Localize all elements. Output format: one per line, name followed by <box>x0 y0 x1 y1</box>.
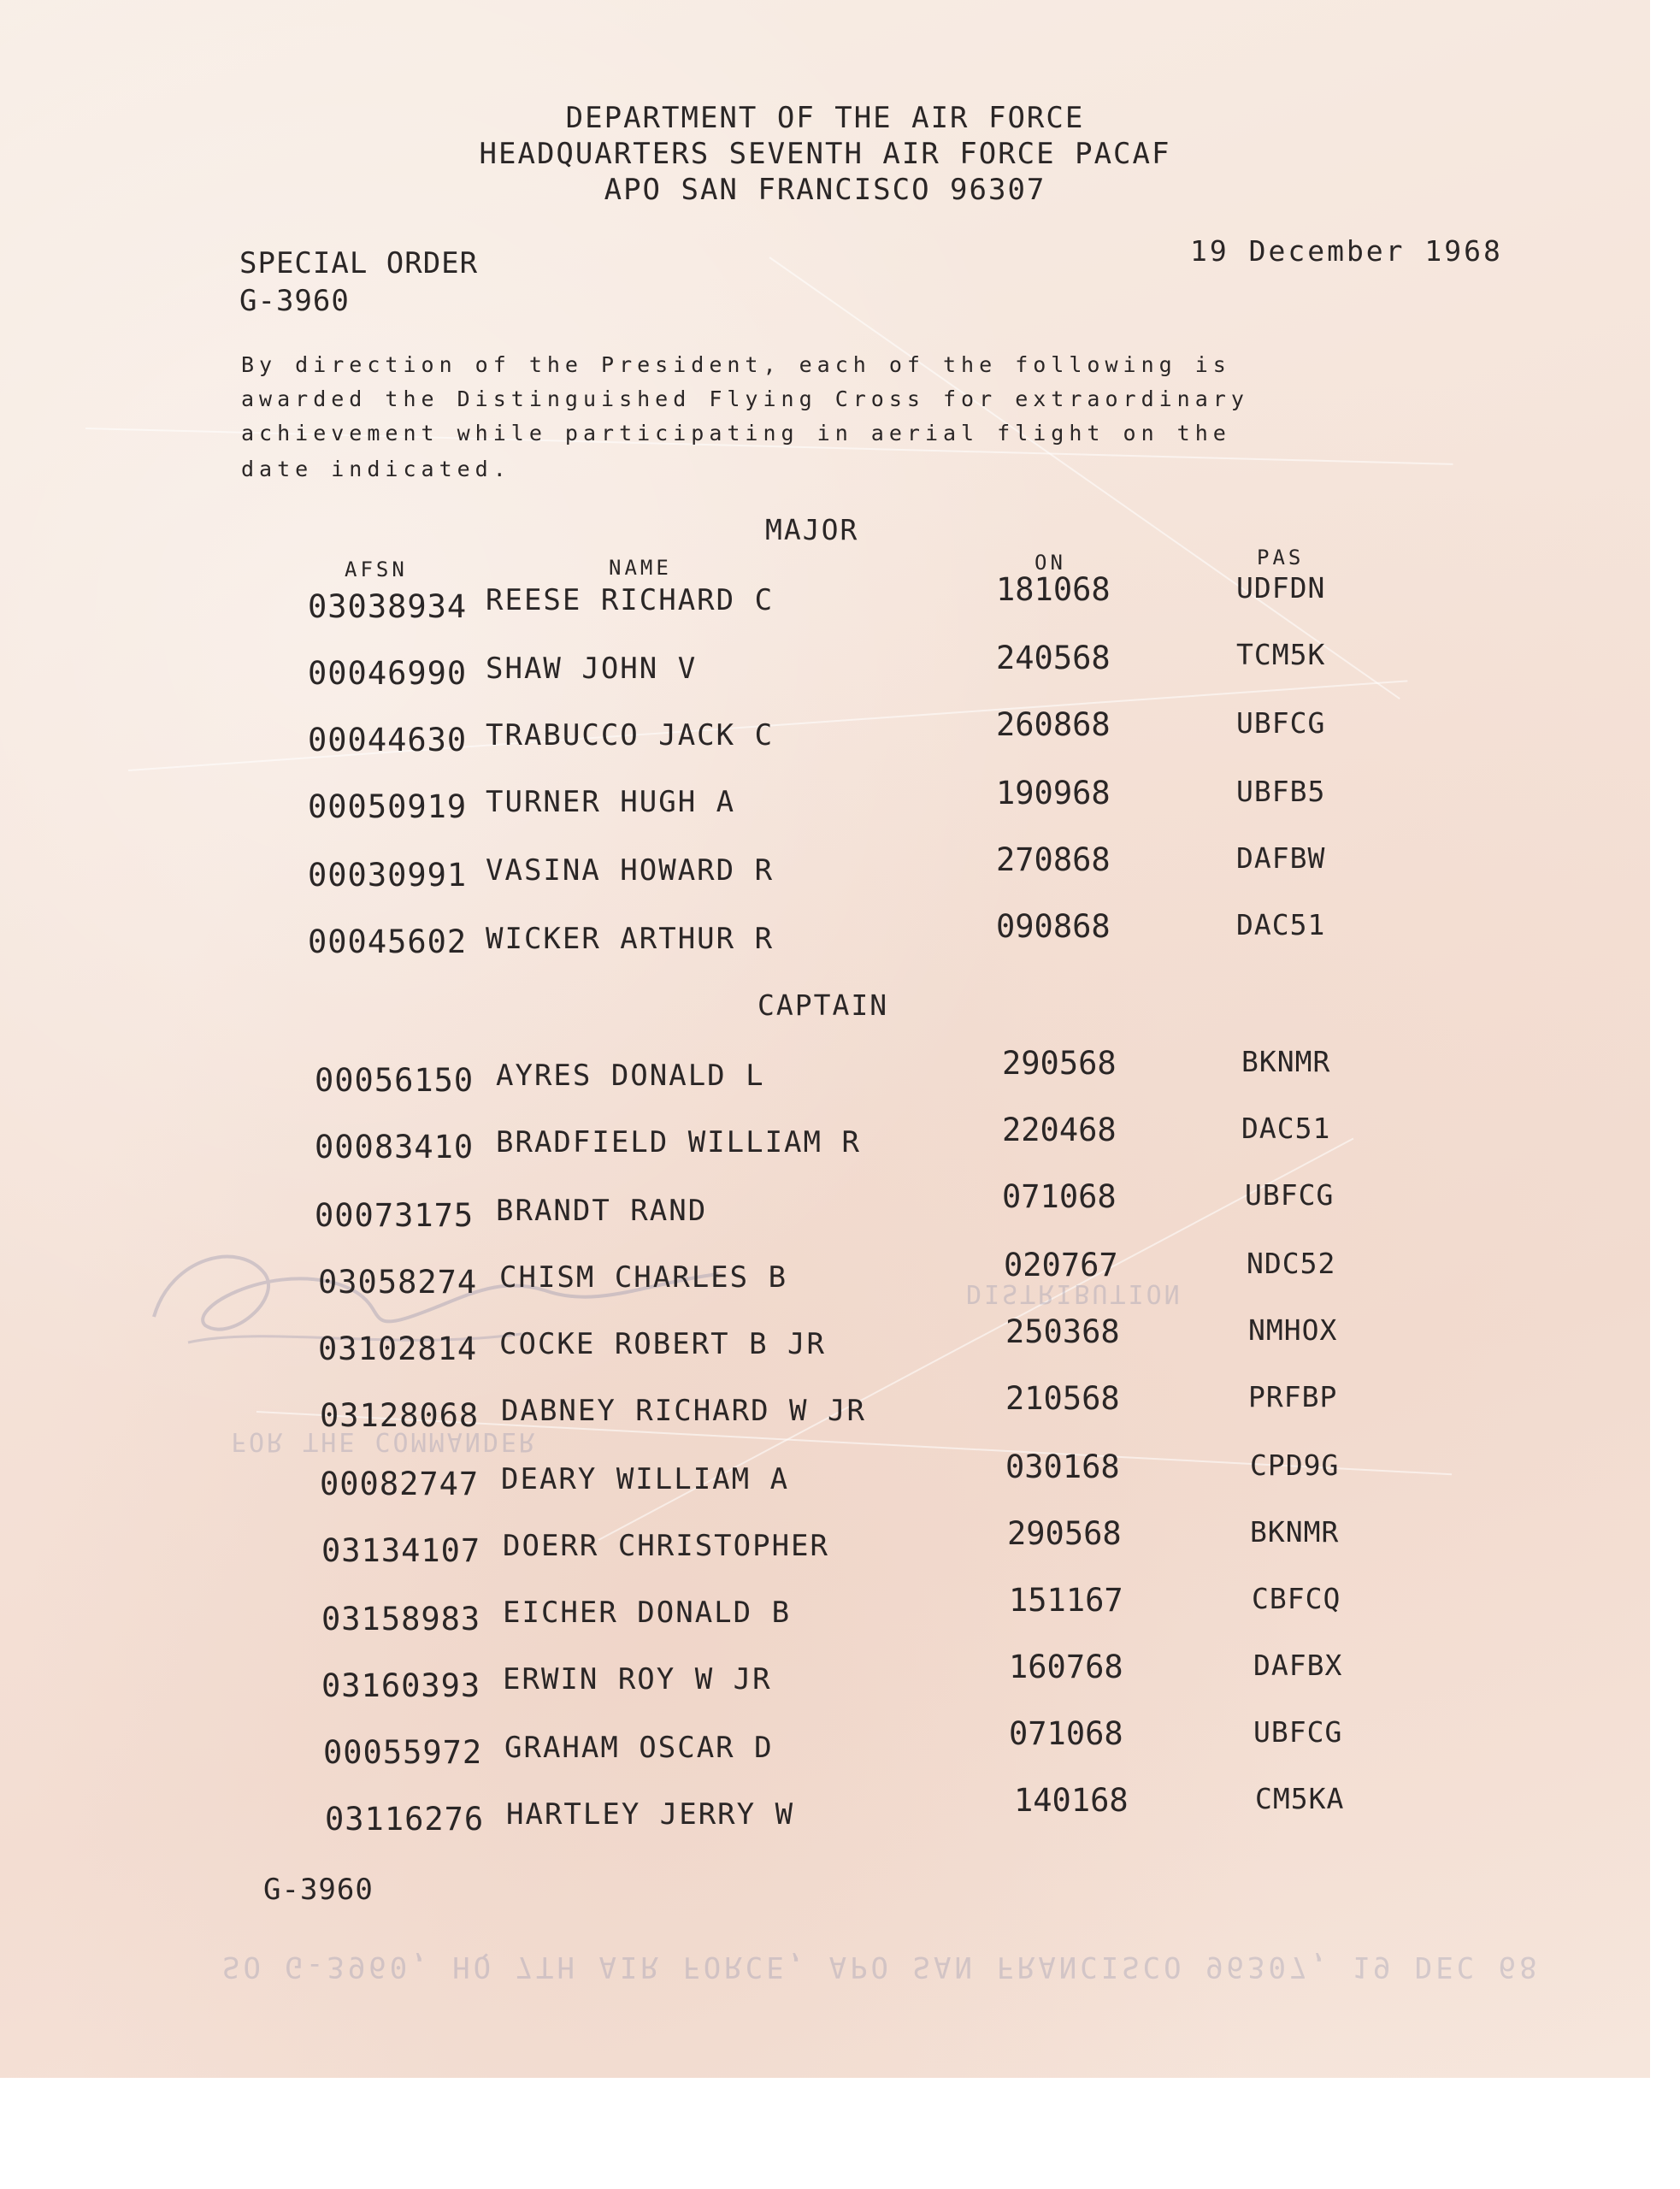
afsn-cell: 00046990 <box>308 655 468 692</box>
date-cell: 270868 <box>996 841 1111 878</box>
name-cell: GRAHAM OSCAR D <box>504 1731 774 1765</box>
column-header-name: NAME <box>609 556 672 580</box>
name-cell: TRABUCCO JACK C <box>486 718 775 752</box>
pas-cell: DAC51 <box>1241 1112 1331 1145</box>
pas-cell: UDFDN <box>1236 571 1326 605</box>
afsn-cell: 00082747 <box>320 1466 480 1502</box>
name-cell: BRANDT RAND <box>496 1194 708 1228</box>
header-line-1: DEPARTMENT OF THE AIR FORCE <box>565 101 1085 135</box>
afsn-cell: 03160393 <box>321 1667 481 1704</box>
date-cell: 190968 <box>996 775 1111 811</box>
afsn-cell: 00044630 <box>308 722 468 758</box>
date-cell: 140168 <box>1014 1782 1129 1819</box>
date-cell: 260868 <box>996 706 1111 743</box>
date-cell: 250368 <box>1005 1313 1120 1350</box>
rank-heading-captain: CAPTAIN <box>757 988 889 1022</box>
afsn-cell: 03158983 <box>321 1601 481 1637</box>
bleed-through-text: DISTRIBUTION <box>966 1278 1182 1308</box>
citation-line-4: date indicated. <box>241 457 511 481</box>
date-cell: 290568 <box>1007 1515 1122 1552</box>
rank-heading-major: MAJOR <box>765 513 859 546</box>
name-cell: COCKE ROBERT B JR <box>499 1327 826 1361</box>
afsn-cell: 03134107 <box>321 1532 481 1569</box>
afsn-cell: 00050919 <box>308 788 468 825</box>
name-cell: WICKER ARTHUR R <box>486 922 775 956</box>
date-cell: 181068 <box>996 571 1111 608</box>
name-cell: DABNEY RICHARD W JR <box>501 1394 866 1428</box>
footer-order-number: G-3960 <box>263 1873 374 1907</box>
name-cell: CHISM CHARLES B <box>499 1260 788 1295</box>
pas-cell: DAFBX <box>1253 1649 1343 1682</box>
name-cell: VASINA HOWARD R <box>486 853 775 888</box>
name-cell: DEARY WILLIAM A <box>501 1462 790 1496</box>
date-cell: 090868 <box>996 908 1111 945</box>
pas-cell: NDC52 <box>1247 1247 1336 1280</box>
afsn-cell: 03038934 <box>308 588 468 625</box>
date-cell: 071068 <box>1002 1178 1117 1215</box>
name-cell: EICHER DONALD B <box>503 1596 792 1630</box>
name-cell: SHAW JOHN V <box>486 652 698 686</box>
column-header-on: ON <box>1035 551 1066 575</box>
date-cell: 151167 <box>1009 1582 1123 1619</box>
name-cell: HARTLEY JERRY W <box>506 1797 795 1832</box>
name-cell: ERWIN ROY W JR <box>503 1662 772 1696</box>
order-date: 19 December 1968 <box>1190 234 1503 268</box>
date-cell: 220468 <box>1002 1112 1117 1148</box>
name-cell: BRADFIELD WILLIAM R <box>496 1125 861 1159</box>
date-cell: 020767 <box>1004 1247 1118 1283</box>
pas-cell: CBFCQ <box>1252 1582 1341 1615</box>
pas-cell: UBFCG <box>1245 1178 1335 1212</box>
column-header-afsn: AFSN <box>345 558 408 581</box>
date-cell: 240568 <box>996 640 1111 676</box>
citation-line-3: achievement while participating in aerial flight on the <box>241 421 1231 445</box>
date-cell: 210568 <box>1005 1380 1120 1417</box>
date-cell: 290568 <box>1002 1045 1117 1082</box>
pas-cell: NMHOX <box>1248 1313 1338 1347</box>
afsn-cell: 00073175 <box>315 1197 475 1234</box>
pas-cell: PRFBP <box>1248 1380 1338 1413</box>
citation-line-1: By direction of the President, each of the following is <box>241 352 1231 377</box>
name-cell: REESE RICHARD C <box>486 583 775 617</box>
pas-cell: UBFCG <box>1253 1715 1343 1749</box>
afsn-cell: 00055972 <box>323 1734 483 1771</box>
pas-cell: BKNMR <box>1250 1515 1340 1549</box>
pas-cell: DAFBW <box>1236 841 1326 875</box>
name-cell: AYRES DONALD L <box>496 1059 765 1093</box>
afsn-cell: 03116276 <box>325 1801 485 1838</box>
pas-cell: UBFB5 <box>1236 775 1326 808</box>
date-cell: 160768 <box>1009 1649 1123 1685</box>
afsn-cell: 03102814 <box>318 1331 478 1367</box>
header-line-2: HEADQUARTERS SEVENTH AIR FORCE PACAF <box>479 137 1171 171</box>
name-cell: TURNER HUGH A <box>486 785 736 819</box>
paper-crease <box>769 257 1400 699</box>
date-cell: 071068 <box>1009 1715 1123 1752</box>
afsn-cell: 03128068 <box>320 1397 480 1434</box>
afsn-cell: 00083410 <box>315 1129 475 1165</box>
afsn-cell: 03058274 <box>318 1264 478 1301</box>
pas-cell: UBFCG <box>1236 706 1326 740</box>
pas-cell: DAC51 <box>1236 908 1326 941</box>
special-order-label: SPECIAL ORDER <box>239 246 479 280</box>
name-cell: DOERR CHRISTOPHER <box>503 1529 829 1563</box>
citation-line-2: awarded the Distinguished Flying Cross for extraordinary <box>241 386 1249 411</box>
bleed-through-text: FOR THE COMMANDER <box>231 1426 538 1456</box>
pas-cell: TCM5K <box>1236 638 1326 671</box>
pas-cell: CM5KA <box>1255 1782 1345 1815</box>
column-header-pas: PAS <box>1257 546 1305 569</box>
pas-cell: BKNMR <box>1241 1045 1331 1078</box>
pas-cell: CPD9G <box>1250 1449 1340 1482</box>
afsn-cell: 00045602 <box>308 923 468 960</box>
afsn-cell: 00056150 <box>315 1062 475 1099</box>
bleed-through-text: SO G-3960, HQ 7TH AIR FORCE, APO SAN FRANCISCO 96307, 19 DEC 68 <box>222 1950 1541 1984</box>
date-cell: 030168 <box>1005 1449 1120 1485</box>
order-number: G-3960 <box>239 284 350 318</box>
header-line-3: APO SAN FRANCISCO 96307 <box>604 173 1046 207</box>
afsn-cell: 00030991 <box>308 857 468 894</box>
